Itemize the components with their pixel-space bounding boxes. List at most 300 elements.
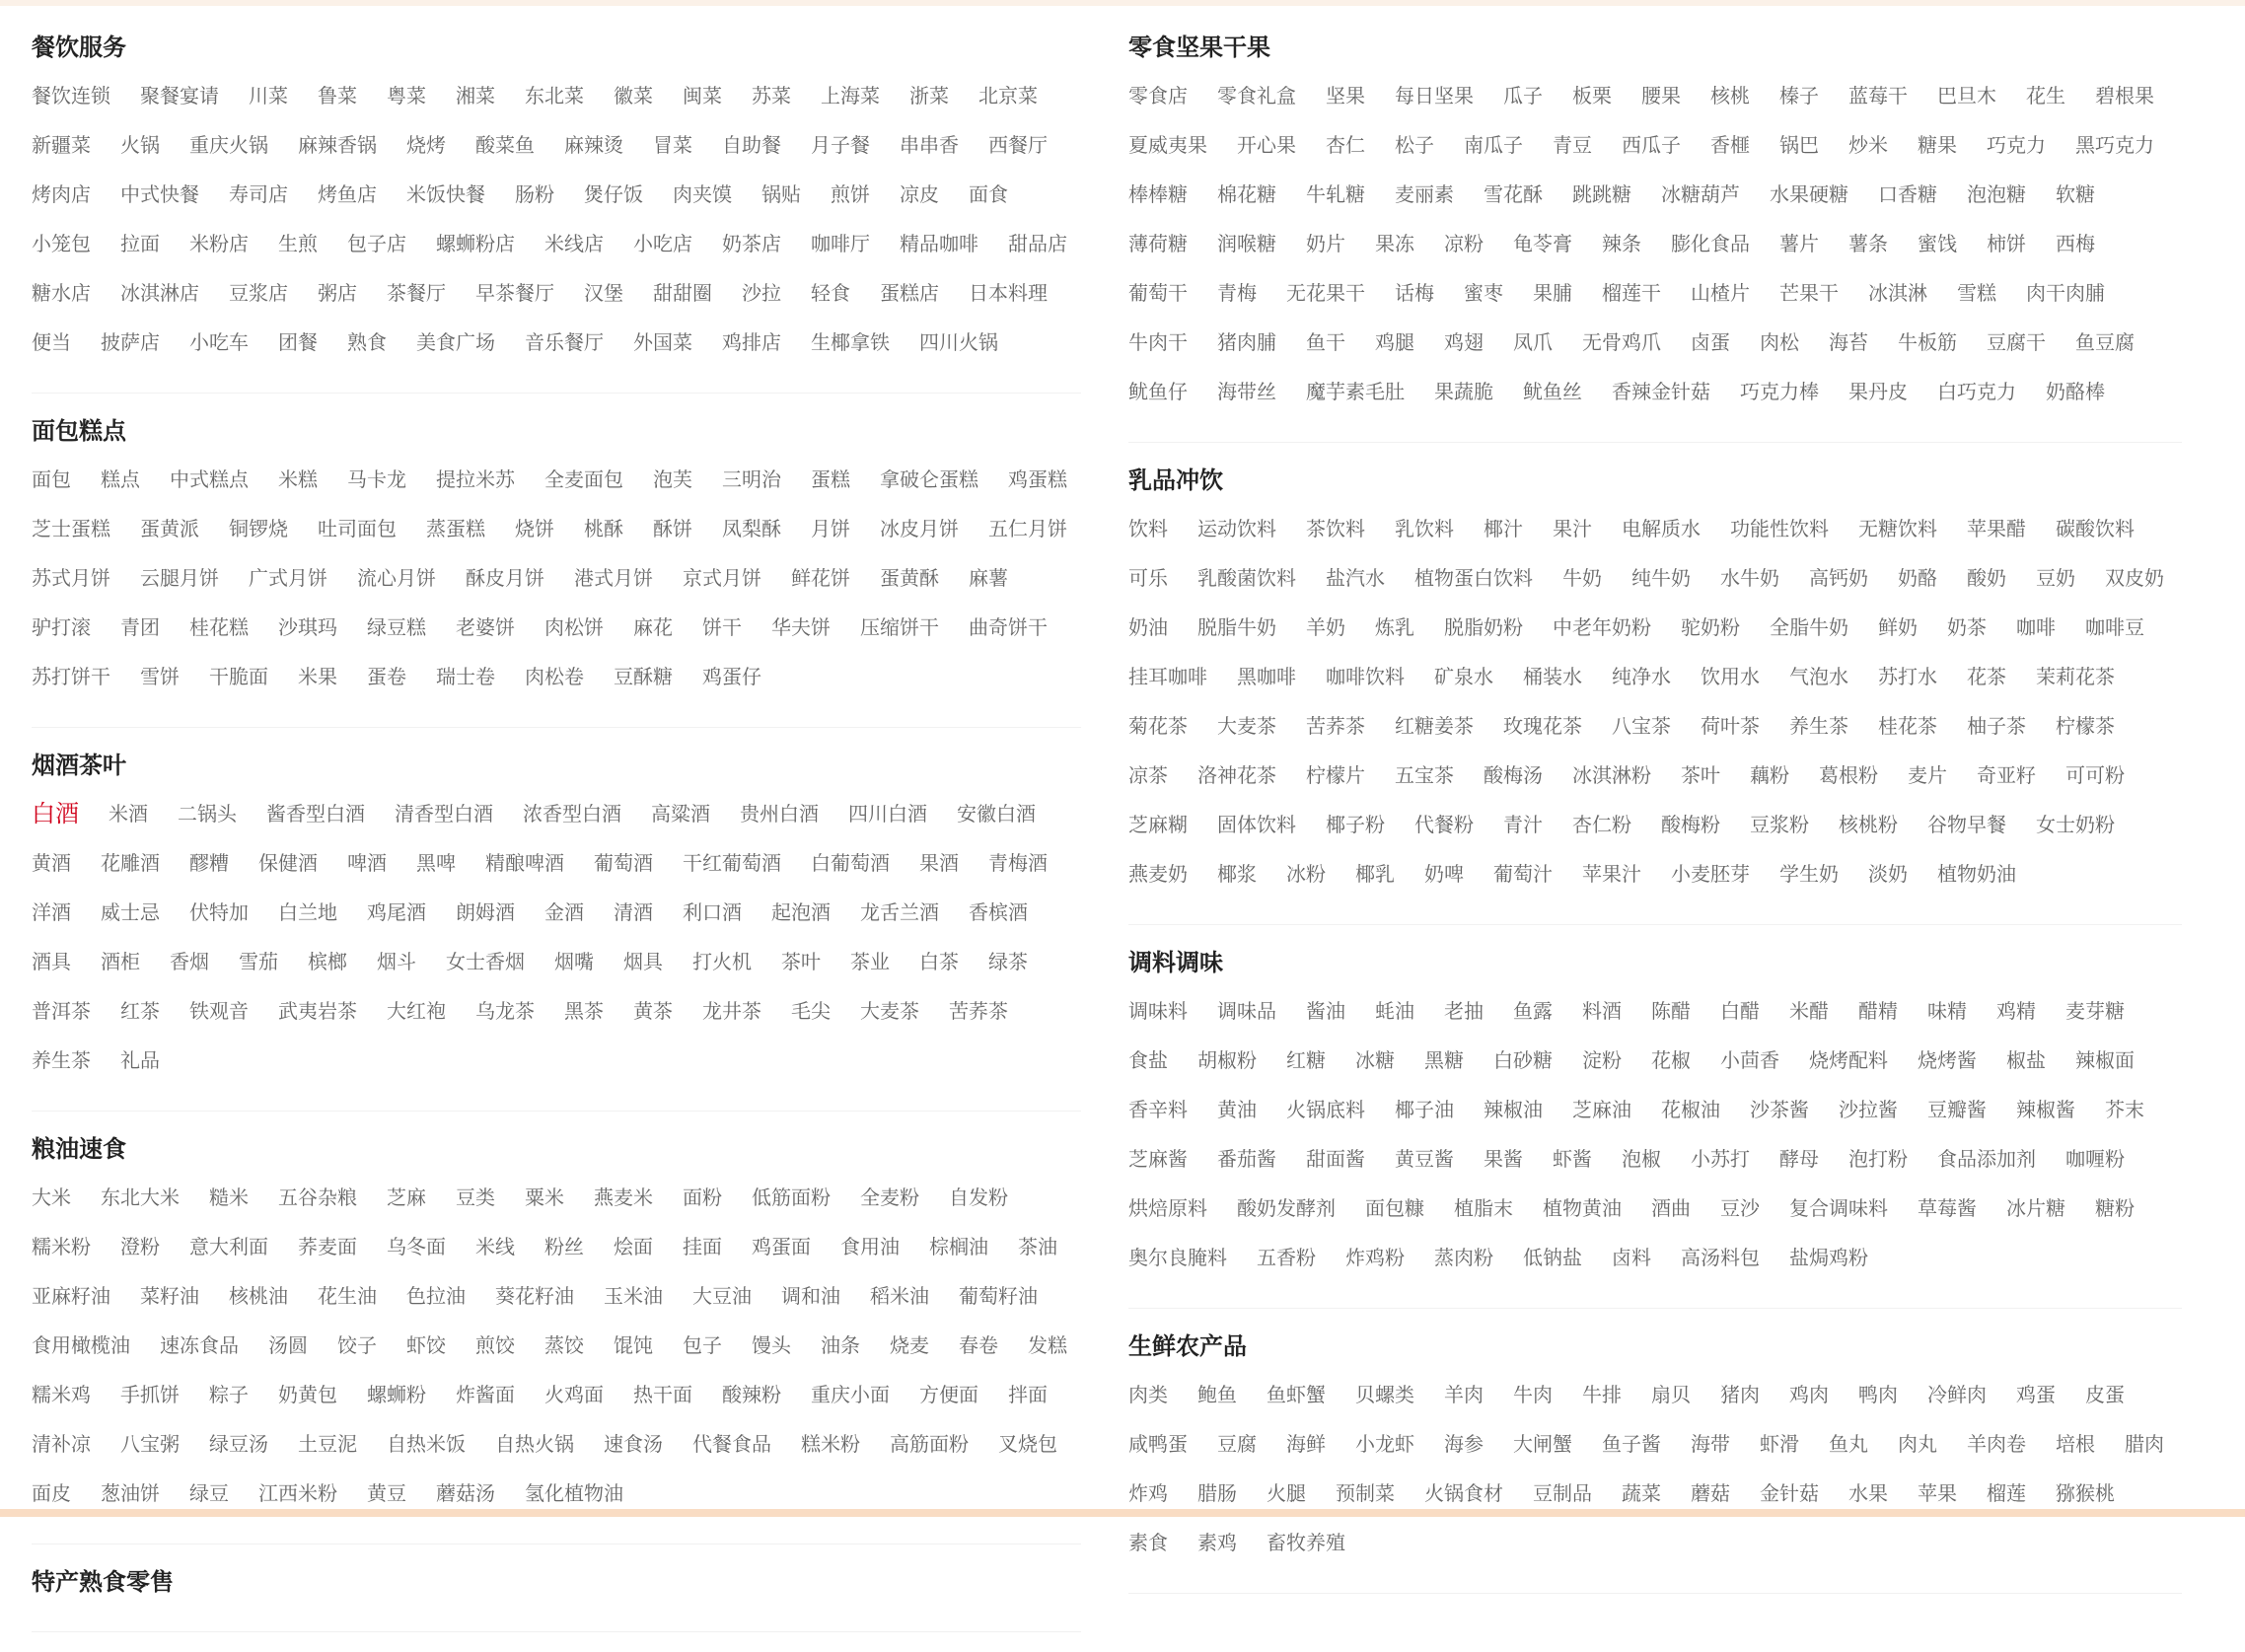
- tag-link[interactable]: 气泡水: [1789, 665, 1848, 688]
- tag-link[interactable]: 核桃油: [229, 1284, 288, 1308]
- tag-link[interactable]: 流心月饼: [357, 566, 436, 590]
- tag-link[interactable]: 鸡蛋仔: [702, 665, 761, 688]
- tag-link[interactable]: 面包糠: [1365, 1196, 1424, 1220]
- tag-link[interactable]: 奥尔良腌料: [1128, 1246, 1227, 1269]
- tag-link[interactable]: 意大利面: [189, 1235, 268, 1258]
- tag-link[interactable]: 闽菜: [683, 84, 722, 108]
- tag-link[interactable]: 西瓜子: [1622, 133, 1681, 157]
- tag-link[interactable]: 大闸蟹: [1513, 1432, 1572, 1456]
- tag-link[interactable]: 吐司面包: [318, 517, 397, 540]
- tag-link[interactable]: 东北大米: [101, 1185, 180, 1209]
- tag-link[interactable]: 花生: [2026, 84, 2065, 108]
- tag-link[interactable]: 海苔: [1829, 330, 1868, 354]
- tag-link[interactable]: 鱼豆腐: [2075, 330, 2135, 354]
- tag-link[interactable]: 热干面: [633, 1383, 692, 1406]
- tag-link[interactable]: 茶叶: [1681, 763, 1720, 787]
- tag-link[interactable]: 牛肉: [1513, 1383, 1553, 1406]
- tag-link[interactable]: 碳酸饮料: [2056, 517, 2135, 540]
- tag-link[interactable]: 米粉店: [189, 232, 249, 255]
- tag-link[interactable]: 浓香型白酒: [523, 802, 621, 826]
- tag-link[interactable]: 淀粉: [1582, 1048, 1622, 1072]
- tag-link[interactable]: 柠檬茶: [2056, 714, 2115, 738]
- tag-link[interactable]: 蒸蛋糕: [426, 517, 485, 540]
- tag-link[interactable]: 炼乳: [1375, 615, 1414, 639]
- tag-link[interactable]: 果蔬脆: [1434, 380, 1493, 403]
- tag-link[interactable]: 椰子粉: [1326, 813, 1385, 836]
- tag-link[interactable]: 冰淇淋店: [120, 281, 199, 305]
- tag-link[interactable]: 芝士蛋糕: [32, 517, 110, 540]
- tag-link[interactable]: 番茄酱: [1217, 1147, 1276, 1171]
- tag-link[interactable]: 豆奶: [2036, 566, 2075, 590]
- tag-link[interactable]: 凉茶: [1128, 763, 1168, 787]
- tag-link[interactable]: 代餐食品: [692, 1432, 771, 1456]
- tag-link[interactable]: 打火机: [692, 950, 752, 973]
- tag-link[interactable]: 啤酒: [347, 851, 387, 875]
- tag-link[interactable]: 青汁: [1503, 813, 1543, 836]
- tag-link[interactable]: 拌面: [1008, 1383, 1048, 1406]
- tag-link[interactable]: 肉松: [1760, 330, 1799, 354]
- tag-link[interactable]: 港式月饼: [574, 566, 653, 590]
- tag-link[interactable]: 荞麦面: [298, 1235, 357, 1258]
- tag-link[interactable]: 炒米: [1848, 133, 1888, 157]
- tag-link[interactable]: 包子店: [347, 232, 406, 255]
- tag-link[interactable]: 甜甜圈: [653, 281, 712, 305]
- tag-link[interactable]: 椒盐: [2006, 1048, 2046, 1072]
- tag-link[interactable]: 酸奶发酵剂: [1237, 1196, 1336, 1220]
- tag-link[interactable]: 绿豆糕: [367, 615, 426, 639]
- tag-link[interactable]: 压缩饼干: [860, 615, 939, 639]
- tag-link[interactable]: 鱼干: [1306, 330, 1345, 354]
- tag-link[interactable]: 粤菜: [387, 84, 426, 108]
- tag-link[interactable]: 豆腐: [1217, 1432, 1257, 1456]
- tag-link[interactable]: 桂花茶: [1878, 714, 1937, 738]
- tag-link[interactable]: 养生茶: [1789, 714, 1848, 738]
- tag-link[interactable]: 轻食: [811, 281, 850, 305]
- tag-link[interactable]: 乌冬面: [387, 1235, 446, 1258]
- tag-link[interactable]: 藕粉: [1750, 763, 1789, 787]
- tag-link[interactable]: 清酒: [614, 900, 653, 924]
- tag-link[interactable]: 大米: [32, 1185, 71, 1209]
- tag-link[interactable]: 伏特加: [189, 900, 249, 924]
- tag-link[interactable]: 泡打粉: [1848, 1147, 1908, 1171]
- tag-link[interactable]: 叉烧包: [998, 1432, 1057, 1456]
- tag-link[interactable]: 鱼露: [1513, 999, 1553, 1023]
- tag-link[interactable]: 软糖: [2056, 182, 2095, 206]
- tag-link[interactable]: 澄粉: [120, 1235, 160, 1258]
- tag-link[interactable]: 中老年奶粉: [1553, 615, 1651, 639]
- tag-link[interactable]: 薯片: [1779, 232, 1819, 255]
- tag-link[interactable]: 沙拉酱: [1839, 1098, 1898, 1121]
- tag-link[interactable]: 自热火锅: [495, 1432, 574, 1456]
- tag-link[interactable]: 烟斗: [377, 950, 416, 973]
- tag-link[interactable]: 马卡龙: [347, 467, 406, 491]
- tag-link[interactable]: 奶茶: [1947, 615, 1987, 639]
- tag-link[interactable]: 鸡蛋面: [752, 1235, 811, 1258]
- tag-link[interactable]: 鱼子酱: [1602, 1432, 1661, 1456]
- tag-link[interactable]: 葡萄酒: [594, 851, 653, 875]
- tag-link[interactable]: 面包: [32, 467, 71, 491]
- tag-link[interactable]: 小吃车: [189, 330, 249, 354]
- tag-link[interactable]: 南瓜子: [1464, 133, 1523, 157]
- tag-link[interactable]: 凉粉: [1444, 232, 1484, 255]
- tag-link[interactable]: 花生油: [318, 1284, 377, 1308]
- tag-link[interactable]: 咖喱粉: [2065, 1147, 2125, 1171]
- tag-link[interactable]: 松子: [1395, 133, 1434, 157]
- tag-link[interactable]: 荷叶茶: [1701, 714, 1760, 738]
- tag-link[interactable]: 冰淇淋: [1868, 281, 1927, 305]
- tag-link[interactable]: 红茶: [120, 999, 160, 1023]
- tag-link[interactable]: 洋酒: [32, 900, 71, 924]
- tag-link[interactable]: 苹果: [1918, 1481, 1957, 1505]
- tag-link[interactable]: 苹果汁: [1582, 862, 1641, 886]
- tag-link[interactable]: 料酒: [1582, 999, 1622, 1023]
- tag-link[interactable]: 奶黄包: [278, 1383, 337, 1406]
- tag-link[interactable]: 奇亚籽: [1977, 763, 2036, 787]
- tag-link[interactable]: 食用橄榄油: [32, 1333, 130, 1357]
- tag-link[interactable]: 冒菜: [653, 133, 692, 157]
- tag-link[interactable]: 蘑菇汤: [436, 1481, 495, 1505]
- tag-link[interactable]: 红糖: [1286, 1048, 1326, 1072]
- tag-link[interactable]: 白砂糖: [1493, 1048, 1553, 1072]
- tag-link[interactable]: 绿豆: [189, 1481, 229, 1505]
- tag-link[interactable]: 芝麻油: [1572, 1098, 1631, 1121]
- tag-link[interactable]: 煎饼: [831, 182, 870, 206]
- tag-link[interactable]: 高筋面粉: [890, 1432, 969, 1456]
- tag-link[interactable]: 醪糟: [189, 851, 229, 875]
- tag-link[interactable]: 煎饺: [475, 1333, 515, 1357]
- tag-link[interactable]: 铁观音: [189, 999, 249, 1023]
- tag-link[interactable]: 五香粉: [1257, 1246, 1316, 1269]
- tag-link[interactable]: 豆酥糖: [614, 665, 673, 688]
- tag-link[interactable]: 葡萄汁: [1493, 862, 1553, 886]
- tag-link[interactable]: 麦芽糖: [2065, 999, 2125, 1023]
- tag-link[interactable]: 电解质水: [1622, 517, 1701, 540]
- tag-link[interactable]: 鲍鱼: [1197, 1383, 1237, 1406]
- tag-link[interactable]: 乌龙茶: [475, 999, 535, 1023]
- tag-link[interactable]: 泡芙: [653, 467, 692, 491]
- tag-link[interactable]: 椰汁: [1484, 517, 1523, 540]
- tag-link[interactable]: 无花果干: [1286, 281, 1365, 305]
- tag-link[interactable]: 榴莲干: [1602, 281, 1661, 305]
- tag-link[interactable]: 聚餐宴请: [140, 84, 219, 108]
- tag-link[interactable]: 葱油饼: [101, 1481, 160, 1505]
- tag-link[interactable]: 蛋卷: [367, 665, 406, 688]
- tag-link[interactable]: 大豆油: [692, 1284, 752, 1308]
- tag-link[interactable]: 畜牧养殖: [1267, 1531, 1345, 1554]
- tag-link[interactable]: 鲜花饼: [791, 566, 850, 590]
- tag-link[interactable]: 黄茶: [633, 999, 673, 1023]
- tag-link[interactable]: 中式糕点: [170, 467, 249, 491]
- tag-link[interactable]: 火锅食材: [1424, 1481, 1503, 1505]
- tag-link[interactable]: 中式快餐: [120, 182, 199, 206]
- tag-link[interactable]: 沙琪玛: [278, 615, 337, 639]
- tag-link[interactable]: 亚麻籽油: [32, 1284, 110, 1308]
- tag-link[interactable]: 核桃: [1710, 84, 1750, 108]
- tag-link[interactable]: 云腿月饼: [140, 566, 219, 590]
- tag-link[interactable]: 槟榔: [308, 950, 347, 973]
- tag-link[interactable]: 冰糖: [1355, 1048, 1395, 1072]
- tag-link[interactable]: 四川火锅: [919, 330, 998, 354]
- tag-link[interactable]: 大麦茶: [1217, 714, 1276, 738]
- tag-link[interactable]: 沙拉: [742, 281, 781, 305]
- tag-link[interactable]: 沙茶酱: [1750, 1098, 1809, 1121]
- tag-link[interactable]: 泡椒: [1622, 1147, 1661, 1171]
- tag-link[interactable]: 棉花糖: [1217, 182, 1276, 206]
- tag-link[interactable]: 外国菜: [633, 330, 692, 354]
- tag-link[interactable]: 话梅: [1395, 281, 1434, 305]
- tag-link[interactable]: 食盐: [1128, 1048, 1168, 1072]
- tag-link[interactable]: 零食礼盒: [1217, 84, 1296, 108]
- tag-link[interactable]: 小笼包: [32, 232, 91, 255]
- tag-link[interactable]: 包子: [683, 1333, 722, 1357]
- tag-link[interactable]: 自助餐: [722, 133, 781, 157]
- tag-link[interactable]: 蛋糕: [811, 467, 850, 491]
- tag-link[interactable]: 功能性饮料: [1730, 517, 1829, 540]
- tag-link[interactable]: 腰果: [1641, 84, 1681, 108]
- tag-link[interactable]: 雪糕: [1957, 281, 1996, 305]
- tag-link[interactable]: 膨化食品: [1671, 232, 1750, 255]
- tag-link[interactable]: 板栗: [1572, 84, 1612, 108]
- tag-link[interactable]: 烧烤配料: [1809, 1048, 1888, 1072]
- tag-link[interactable]: 全麦粉: [860, 1185, 919, 1209]
- tag-link[interactable]: 培根: [2056, 1432, 2095, 1456]
- tag-link[interactable]: 面皮: [32, 1481, 71, 1505]
- tag-link[interactable]: 芝麻酱: [1128, 1147, 1188, 1171]
- tag-link[interactable]: 香辛料: [1128, 1098, 1188, 1121]
- tag-link[interactable]: 固体饮料: [1217, 813, 1296, 836]
- tag-link[interactable]: 烩面: [614, 1235, 653, 1258]
- tag-link[interactable]: 青团: [120, 615, 160, 639]
- tag-link[interactable]: 贵州白酒: [740, 802, 819, 826]
- tag-link[interactable]: 椰浆: [1217, 862, 1257, 886]
- tag-link[interactable]: 咖啡: [2016, 615, 2056, 639]
- tag-link[interactable]: 猪肉: [1720, 1383, 1760, 1406]
- tag-link[interactable]: 甜品店: [1008, 232, 1067, 255]
- tag-link[interactable]: 驴打滚: [32, 615, 91, 639]
- tag-link[interactable]: 脱脂奶粉: [1444, 615, 1523, 639]
- tag-link[interactable]: 虾饺: [406, 1333, 446, 1357]
- tag-link[interactable]: 黑咖啡: [1237, 665, 1296, 688]
- tag-link[interactable]: 植物奶油: [1937, 862, 2016, 886]
- tag-link[interactable]: 羊肉卷: [1967, 1432, 2026, 1456]
- tag-link[interactable]: 酒柜: [101, 950, 140, 973]
- tag-link[interactable]: 味精: [1927, 999, 1967, 1023]
- tag-link[interactable]: 美食广场: [416, 330, 495, 354]
- tag-link[interactable]: 果酒: [919, 851, 959, 875]
- tag-link[interactable]: 双皮奶: [2105, 566, 2164, 590]
- tag-link[interactable]: 粉丝: [544, 1235, 584, 1258]
- tag-link[interactable]: 糖粉: [2095, 1196, 2135, 1220]
- tag-link[interactable]: 烧烤: [406, 133, 446, 157]
- tag-link[interactable]: 鸭肉: [1858, 1383, 1898, 1406]
- tag-link[interactable]: 锅巴: [1779, 133, 1819, 157]
- tag-link[interactable]: 桶装水: [1523, 665, 1582, 688]
- tag-link[interactable]: 贝螺类: [1355, 1383, 1414, 1406]
- tag-link[interactable]: 煲仔饭: [584, 182, 643, 206]
- tag-link[interactable]: 凉皮: [900, 182, 939, 206]
- tag-link[interactable]: 汉堡: [584, 281, 623, 305]
- tag-link[interactable]: 水牛奶: [1720, 566, 1779, 590]
- tag-link[interactable]: 黑巧克力: [2075, 133, 2154, 157]
- tag-link[interactable]: 花椒: [1651, 1048, 1691, 1072]
- tag-link[interactable]: 棕榈油: [929, 1235, 988, 1258]
- tag-link[interactable]: 蘑菇: [1691, 1481, 1730, 1505]
- tag-link[interactable]: 龙井茶: [702, 999, 761, 1023]
- tag-link[interactable]: 黄酒: [32, 851, 71, 875]
- tag-link[interactable]: 开心果: [1237, 133, 1296, 157]
- tag-link[interactable]: 龙舌兰酒: [860, 900, 939, 924]
- tag-link[interactable]: 绿豆汤: [209, 1432, 268, 1456]
- tag-link[interactable]: 肉夹馍: [673, 182, 732, 206]
- tag-link[interactable]: 蚝油: [1375, 999, 1414, 1023]
- tag-link[interactable]: 麻辣香锅: [298, 133, 377, 157]
- tag-link[interactable]: 米糕: [278, 467, 318, 491]
- tag-link[interactable]: 豆瓣酱: [1927, 1098, 1987, 1121]
- tag-link[interactable]: 速冻食品: [160, 1333, 239, 1357]
- tag-link[interactable]: 牛轧糖: [1306, 182, 1365, 206]
- tag-link[interactable]: 茶餐厅: [387, 281, 446, 305]
- tag-link[interactable]: 广式月饼: [249, 566, 327, 590]
- tag-link[interactable]: 豆制品: [1533, 1481, 1592, 1505]
- tag-link[interactable]: 鸡精: [1996, 999, 2036, 1023]
- tag-link[interactable]: 素食: [1128, 1531, 1168, 1554]
- tag-link[interactable]: 菊花茶: [1128, 714, 1188, 738]
- tag-link[interactable]: 干脆面: [209, 665, 268, 688]
- tag-link[interactable]: 柚子茶: [1967, 714, 2026, 738]
- tag-link[interactable]: 奶茶店: [722, 232, 781, 255]
- tag-link[interactable]: 猪肉脯: [1217, 330, 1276, 354]
- tag-link[interactable]: 卤料: [1612, 1246, 1651, 1269]
- tag-link[interactable]: 冰皮月饼: [880, 517, 959, 540]
- tag-link[interactable]: 普洱茶: [32, 999, 91, 1023]
- tag-link[interactable]: 精酿啤酒: [485, 851, 564, 875]
- tag-link[interactable]: 甜面酱: [1306, 1147, 1365, 1171]
- tag-link[interactable]: 无糖饮料: [1858, 517, 1937, 540]
- tag-link[interactable]: 桃酥: [584, 517, 623, 540]
- tag-link[interactable]: 安徽白酒: [957, 802, 1036, 826]
- tag-link[interactable]: 提拉米苏: [436, 467, 515, 491]
- tag-link[interactable]: 氢化植物油: [525, 1481, 623, 1505]
- tag-link[interactable]: 利口酒: [683, 900, 742, 924]
- tag-link[interactable]: 蜜饯: [1918, 232, 1957, 255]
- tag-link[interactable]: 速食汤: [604, 1432, 663, 1456]
- tag-link[interactable]: 鸡肉: [1789, 1383, 1829, 1406]
- tag-link[interactable]: 麻花: [633, 615, 673, 639]
- tag-link[interactable]: 羊奶: [1306, 615, 1345, 639]
- tag-link[interactable]: 黑啤: [416, 851, 456, 875]
- tag-link[interactable]: 奶啤: [1424, 862, 1464, 886]
- tag-link[interactable]: 挂面: [683, 1235, 722, 1258]
- tag-link[interactable]: 音乐餐厅: [525, 330, 604, 354]
- tag-link[interactable]: 复合调味料: [1789, 1196, 1888, 1220]
- tag-link[interactable]: 鸡尾酒: [367, 900, 426, 924]
- tag-link[interactable]: 清香型白酒: [395, 802, 493, 826]
- tag-link[interactable]: 干红葡萄酒: [683, 851, 781, 875]
- tag-link[interactable]: 雪饼: [140, 665, 180, 688]
- tag-link[interactable]: 威士忌: [101, 900, 160, 924]
- tag-link[interactable]: 咸鸭蛋: [1128, 1432, 1188, 1456]
- tag-link[interactable]: 四川白酒: [848, 802, 927, 826]
- tag-link[interactable]: 重庆火锅: [189, 133, 268, 157]
- tag-link[interactable]: 烧饼: [515, 517, 554, 540]
- tag-link[interactable]: 燕麦奶: [1128, 862, 1188, 886]
- tag-link[interactable]: 食用油: [840, 1235, 900, 1258]
- tag-link[interactable]: 二锅头: [178, 802, 237, 826]
- tag-link[interactable]: 纯净水: [1612, 665, 1671, 688]
- tag-link[interactable]: 便当: [32, 330, 71, 354]
- tag-link[interactable]: 海鲜: [1286, 1432, 1326, 1456]
- tag-link[interactable]: 火腿: [1267, 1481, 1306, 1505]
- tag-link[interactable]: 可乐: [1128, 566, 1168, 590]
- tag-link[interactable]: 起泡酒: [771, 900, 831, 924]
- tag-link[interactable]: 烟嘴: [554, 950, 594, 973]
- tag-link[interactable]: 麦丽素: [1395, 182, 1454, 206]
- tag-link[interactable]: 杏仁粉: [1572, 813, 1631, 836]
- tag-link[interactable]: 火锅底料: [1286, 1098, 1365, 1121]
- tag-link[interactable]: 饮料: [1128, 517, 1168, 540]
- tag-link[interactable]: 纯牛奶: [1631, 566, 1691, 590]
- tag-link[interactable]: 零食店: [1128, 84, 1188, 108]
- tag-link[interactable]: 茉莉花茶: [2036, 665, 2115, 688]
- tag-link[interactable]: 蔬菜: [1622, 1481, 1661, 1505]
- tag-link[interactable]: 蜜枣: [1464, 281, 1503, 305]
- tag-link[interactable]: 女士奶粉: [2036, 813, 2115, 836]
- tag-link[interactable]: 锅贴: [761, 182, 801, 206]
- tag-link[interactable]: 馄饨: [614, 1333, 653, 1357]
- tag-link[interactable]: 菜籽油: [140, 1284, 199, 1308]
- tag-link[interactable]: 蛋黄派: [140, 517, 199, 540]
- tag-link[interactable]: 绿茶: [988, 950, 1028, 973]
- tag-link[interactable]: 礼品: [120, 1048, 160, 1072]
- tag-link[interactable]: 饮用水: [1701, 665, 1760, 688]
- tag-link[interactable]: 蒸饺: [544, 1333, 584, 1357]
- tag-link[interactable]: 椰子油: [1395, 1098, 1454, 1121]
- tag-link[interactable]: 玫瑰花茶: [1503, 714, 1582, 738]
- tag-link[interactable]: 大麦茶: [860, 999, 919, 1023]
- tag-link[interactable]: 生煎: [278, 232, 318, 255]
- tag-link[interactable]: 香辣金针菇: [1612, 380, 1710, 403]
- tag-link[interactable]: 五宝茶: [1395, 763, 1454, 787]
- tag-link[interactable]: 咖啡饮料: [1326, 665, 1405, 688]
- tag-link[interactable]: 豆类: [456, 1185, 495, 1209]
- tag-link[interactable]: 奶片: [1306, 232, 1345, 255]
- tag-link[interactable]: 牛肉干: [1128, 330, 1188, 354]
- tag-link[interactable]: 预制菜: [1336, 1481, 1395, 1505]
- tag-link[interactable]: 巧克力棒: [1740, 380, 1819, 403]
- tag-link[interactable]: 米线: [475, 1235, 515, 1258]
- tag-link[interactable]: 糯米粉: [32, 1235, 91, 1258]
- tag-link[interactable]: 八宝粥: [120, 1432, 180, 1456]
- tag-link[interactable]: 鱿鱼仔: [1128, 380, 1188, 403]
- tag-link[interactable]: 炸鸡: [1128, 1481, 1168, 1505]
- tag-link[interactable]: 蒸肉粉: [1434, 1246, 1493, 1269]
- tag-link[interactable]: 葵花籽油: [495, 1284, 574, 1308]
- tag-link[interactable]: 新疆菜: [32, 133, 91, 157]
- tag-link[interactable]: 白茶: [919, 950, 959, 973]
- tag-link[interactable]: 雪茄: [239, 950, 278, 973]
- tag-link[interactable]: 驼奶粉: [1681, 615, 1740, 639]
- tag-link[interactable]: 酸梅粉: [1661, 813, 1720, 836]
- tag-link[interactable]: 每日坚果: [1395, 84, 1474, 108]
- tag-link[interactable]: 糯米鸡: [32, 1383, 91, 1406]
- tag-link[interactable]: 调味品: [1217, 999, 1276, 1023]
- tag-link[interactable]: 榴莲: [1987, 1481, 2026, 1505]
- tag-link[interactable]: 高钙奶: [1809, 566, 1868, 590]
- tag-link[interactable]: 可可粉: [2065, 763, 2125, 787]
- tag-link[interactable]: 饺子: [337, 1333, 377, 1357]
- tag-link[interactable]: 西餐厅: [988, 133, 1048, 157]
- tag-link[interactable]: 高粱酒: [651, 802, 710, 826]
